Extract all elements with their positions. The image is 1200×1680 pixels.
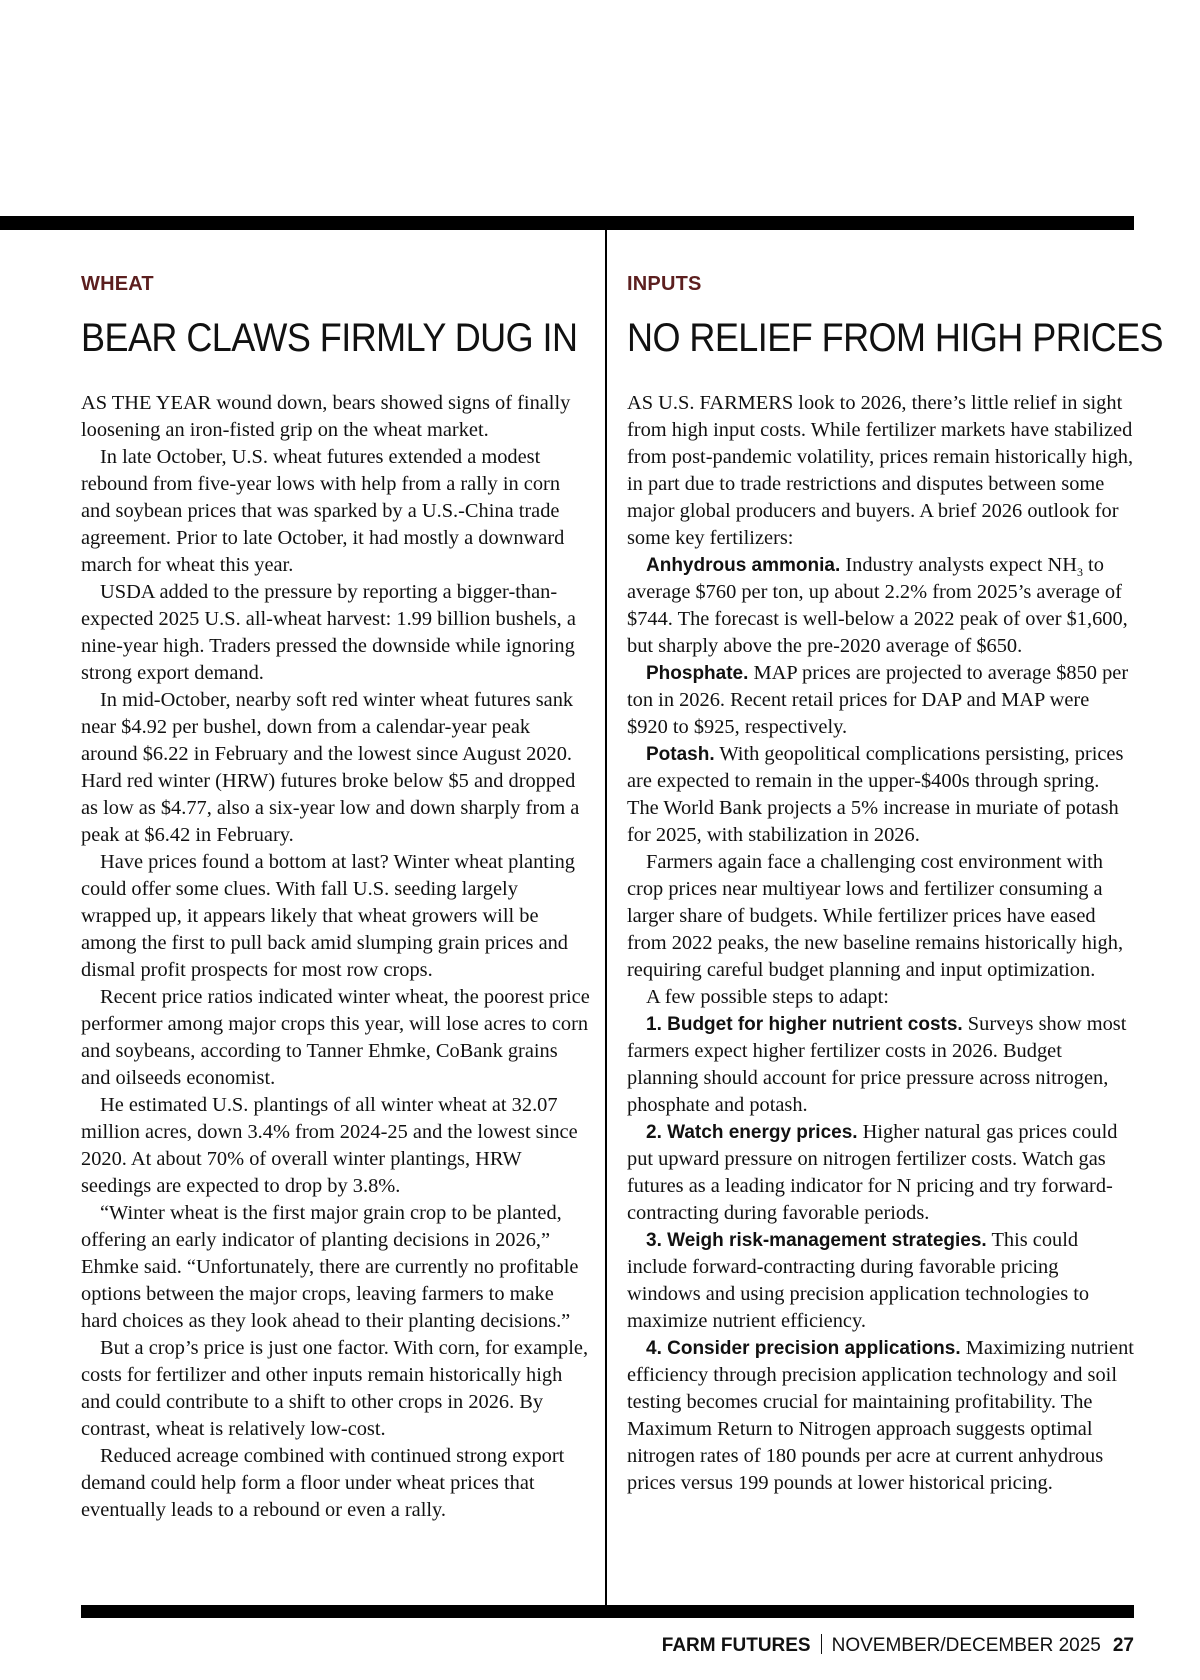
inputs-step-2: 2. Watch energy prices. Higher natural gas prices could put upward pressure on nitrogen fertilizer costs. Watch gas futures as a leading indicator for N pricing and try forward-contracting during favorable periods.: [627, 1121, 1118, 1224]
inputs-step-1: 1. Budget for higher nutrient costs. Surveys show most farmers expect higher fertilizer costs in 2026. Budget planning should account for price pressure across nitrogen, phosphate and potash.: [627, 1013, 1127, 1116]
wheat-paragraph: He estimated U.S. plantings of all winter wheat at 32.07 million acres, down 3.4% from 2024-25 and the lowest since 2020. At about 70% of overall winter plantings, HRW seedings are expected to drop by 3.8%.: [81, 1094, 578, 1197]
inputs-article: [627, 270, 1164, 1497]
section-label-wheat: WHEAT: [81, 273, 154, 295]
potash-runin: Potash.: [646, 744, 715, 765]
inputs-paragraph: Farmers again face a challenging cost environment with crop prices near multiyear lows and fertilizer consuming a larger share of budgets. While fertilizer prices have eased from 2022 peaks, the new baseline remains historically high, requiring careful budget planning and input optimization.: [627, 851, 1124, 981]
inputs-paragraph-phosphate: Phosphate. MAP prices are projected to average $850 per ton in 2026. Recent retail prices for DAP and MAP were $920 to $925, respectively.: [627, 662, 1129, 738]
wheat-paragraph: In mid-October, nearby soft red winter wheat futures sank near $4.92 per bushel, down from a calendar-year peak around $6.22 in February and the lowest since August 2020. Hard red winter (HRW) futures broke below $5 and dropped as low as $4.77, also a six-year low and down sharply from a peak at $6.42 in February.: [81, 689, 580, 846]
wheat-article: [81, 270, 591, 1524]
phosphate-runin: Phosphate.: [646, 663, 749, 684]
magazine-name: FARM FUTURES: [661, 1635, 811, 1656]
wheat-paragraph: But a crop’s price is just one factor. With corn, for example, costs for fertilizer and other inputs remain historically high and could contribute to a shift to other crops in 2026. By contrast, wheat is relatively low-cost.: [81, 1337, 589, 1440]
top-rule: [0, 216, 1134, 230]
inputs-headline: NO RELIEF FROM HIGH PRICES: [627, 316, 1164, 360]
wheat-headline: BEAR CLAWS FIRMLY DUG IN: [81, 316, 578, 360]
inputs-paragraph-potash: Potash. With geopolitical complications persisting, prices are expected to remain in the upper-$400s through spring. The World Bank projects a 5% increase in muriate of potash for 2025, with stabilization in 2026.: [627, 743, 1124, 846]
inputs-step-4: 4. Consider precision applications. Maximizing nutrient efficiency through precision application technology and soil testing becomes crucial for maintaining profitability. The Maximum Return to Nitrogen approach suggests optimal nitrogen rates of 180 pounds per acre at current anhydrous prices versus 199 pounds at lower historical pricing.: [627, 1337, 1134, 1494]
wheat-body: [81, 390, 591, 1524]
wheat-paragraph: AS THE YEAR wound down, bears showed signs of finally loosening an iron-fisted grip on the wheat market.: [81, 392, 571, 441]
inputs-paragraph-ammonia: Anhydrous ammonia. Industry analysts expect $NH_3$ to average $760 per ton, up about 2.2% from 2025’s average of $744. The forecast is well-below a 2022 peak of over $1,600, but sharply above the pre-2020 average of $650.: [627, 554, 1128, 657]
step-1-runin: 1. Budget for higher nutrient costs.: [646, 1014, 963, 1035]
inputs-paragraph: A few possible steps to adapt:: [646, 986, 889, 1008]
page-footer: [662, 1633, 1134, 1659]
step-3-runin: 3. Weigh risk-management strategies.: [646, 1230, 987, 1251]
step-2-runin: 2. Watch energy prices.: [646, 1122, 858, 1143]
footer-separator: [821, 1634, 822, 1654]
inputs-lead-in: AS U.S. FARMERS: [627, 392, 794, 414]
inputs-paragraph: AS U.S. FARMERS look to 2026, there’s little relief in sight from high input costs. While fertilizer markets have stabilized from post-pandemic volatility, prices remain historically high, in part due to trade restrictions and disputes between some major global producers and buyers. A brief 2026 outlook for some key fertilizers:: [627, 392, 1134, 549]
wheat-paragraph: USDA added to the pressure by reporting a bigger-than-expected 2025 U.S. all-wheat harvest: 1.99 billion bushels, a nine-year high. Traders pressed the downside while ignoring strong export demand.: [81, 581, 576, 684]
inputs-step-3: 3. Weigh risk-management strategies. This could include forward-contracting during favorable pricing windows and using precision application technologies to maximize nutrient efficiency.: [627, 1229, 1090, 1332]
wheat-lead-in: AS THE YEAR: [81, 392, 212, 414]
issue-date: NOVEMBER/DECEMBER 2025: [831, 1635, 1101, 1656]
ammonia-runin: Anhydrous ammonia.: [646, 555, 841, 576]
wheat-paragraph: Recent price ratios indicated winter wheat, the poorest price performer among major crops this year, will lose acres to corn and soybeans, according to Tanner Ehmke, CoBank grains and oilseeds economist.: [81, 986, 590, 1089]
inputs-body: [627, 390, 1135, 1497]
column-divider: [605, 216, 607, 1606]
step-4-runin: 4. Consider precision applications.: [646, 1338, 961, 1359]
wheat-paragraph: In late October, U.S. wheat futures extended a modest rebound from five-year lows with help from a rally in corn and soybean prices that was sparked by a U.S.-China trade agreement. Prior to late October, it had mostly a downward march for wheat this year.: [81, 446, 565, 576]
page-number: 27: [1112, 1635, 1134, 1656]
wheat-paragraph: Have prices found a bottom at last? Winter wheat planting could offer some clues. With fall U.S. seeding largely wrapped up, it appears likely that wheat growers will be among the first to pull back amid slumping grain prices and dismal profit prospects for most row crops.: [81, 851, 576, 981]
bottom-rule: [81, 1605, 1134, 1618]
section-label-inputs: INPUTS: [627, 273, 702, 295]
wheat-paragraph: “Winter wheat is the first major grain crop to be planted, offering an early indicator of planting decisions in 2026,” Ehmke said. “Unfortunately, there are currently no profitable options between the major crops, leaving farmers to make hard choices as they look ahead to their planting decisions.”: [81, 1202, 579, 1332]
wheat-paragraph: Reduced acreage combined with continued strong export demand could help form a floor under wheat prices that eventually leads to a rebound or even a rally.: [81, 1445, 565, 1521]
